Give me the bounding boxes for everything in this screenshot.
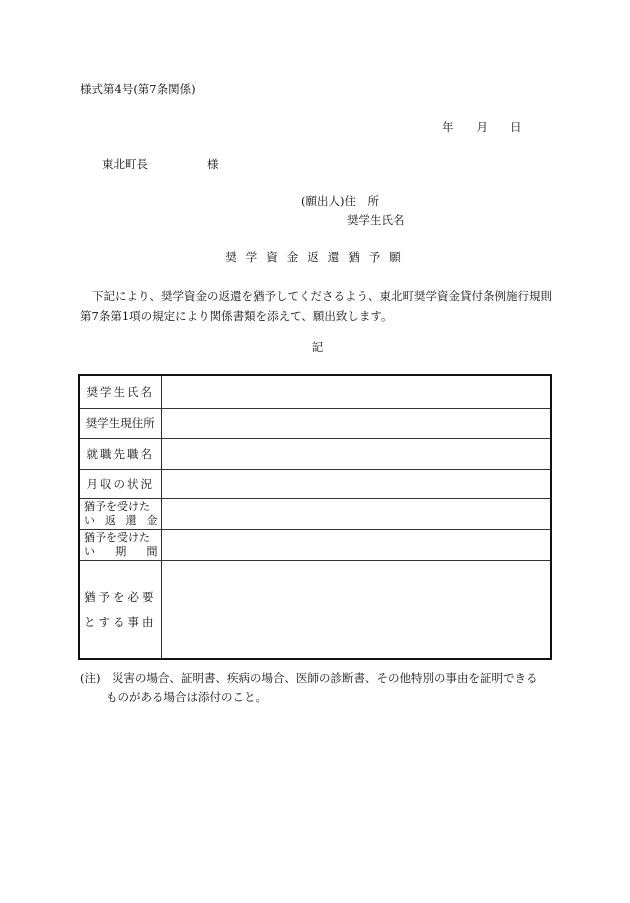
student-name-field[interactable] bbox=[161, 375, 551, 408]
label-char: 間 bbox=[146, 544, 158, 558]
body-text: 下記により、奨学資金の返還を猶予してくださるよう、東北町奨学資金貸付条例施行規則第7条第1項の規定により関係書類を添えて、願出致します。 bbox=[80, 289, 552, 323]
table-row bbox=[79, 560, 551, 659]
row-label: 就職先職名 bbox=[79, 438, 161, 469]
addressee-honorific: 様 bbox=[207, 157, 219, 171]
addressee-line bbox=[80, 157, 555, 171]
student-address-field[interactable] bbox=[161, 408, 551, 438]
date-year: 年 bbox=[442, 120, 454, 134]
label-char: 期 bbox=[115, 544, 127, 558]
application-table bbox=[78, 374, 552, 660]
label-char: 返 bbox=[104, 513, 116, 527]
row-label-line1: 猶予を必要 bbox=[84, 589, 157, 604]
table-row bbox=[79, 438, 551, 469]
row-label-line2 bbox=[84, 545, 158, 559]
employer-field[interactable] bbox=[161, 438, 551, 469]
income-field[interactable] bbox=[161, 469, 551, 498]
date-day: 日 bbox=[510, 120, 522, 134]
row-label bbox=[79, 560, 161, 659]
row-label bbox=[79, 498, 161, 529]
note-line1: 災害の場合、証明書、疾病の場合、医師の診断書、その他特別の事由を証明できる bbox=[111, 671, 538, 685]
label-char: い bbox=[84, 544, 95, 558]
row-label bbox=[79, 529, 161, 560]
document-title: 奨学資金返還猶予願 bbox=[225, 250, 410, 264]
row-label: 奨学生現住所 bbox=[79, 408, 161, 438]
row-label-line1: 猶予を受けた bbox=[84, 499, 150, 513]
deferred-amount-field[interactable] bbox=[161, 498, 551, 529]
addressee-name: 東北町長 bbox=[102, 157, 148, 171]
deferral-reason-field[interactable] bbox=[161, 560, 551, 659]
date-month: 月 bbox=[476, 120, 488, 134]
row-label-line2: とする事由 bbox=[84, 614, 157, 629]
table-row bbox=[79, 498, 551, 529]
deferral-period-field[interactable] bbox=[161, 529, 551, 560]
table-row bbox=[79, 408, 551, 438]
applicant-name-label: 奨学生氏名 bbox=[347, 213, 405, 227]
row-label-line1: 猶予を受けた bbox=[84, 530, 150, 544]
ki-heading: 記 bbox=[311, 340, 324, 354]
row-label: 月収の状況 bbox=[79, 469, 161, 498]
table-row bbox=[79, 469, 551, 498]
date-line bbox=[80, 120, 555, 134]
form-number: 様式第4号(第7条関係) bbox=[80, 82, 196, 96]
table-row bbox=[79, 375, 551, 408]
applicant-address-label: (願出人)住 所 bbox=[301, 194, 379, 208]
note bbox=[80, 669, 555, 707]
table-row bbox=[79, 529, 551, 560]
note-prefix: (注) bbox=[80, 671, 101, 685]
row-label: 奨学生氏名 bbox=[79, 375, 161, 408]
row-label-line2 bbox=[84, 514, 158, 528]
label-char: 金 bbox=[146, 513, 158, 527]
table-wrap bbox=[80, 374, 555, 660]
note-line2: ものがある場合は添付のこと。 bbox=[106, 690, 267, 704]
label-char: い bbox=[84, 513, 95, 527]
label-char: 還 bbox=[125, 513, 137, 527]
